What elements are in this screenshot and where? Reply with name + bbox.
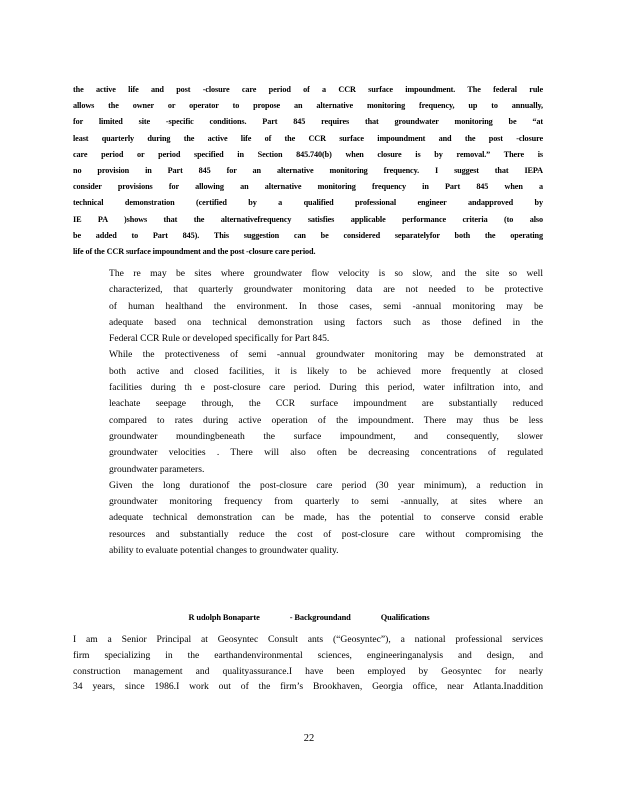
text-line: allows the owner or operator to propose an alternative monitoring frequency, up to annually, — [73, 101, 543, 111]
heading-label: Qualifications — [380, 613, 430, 622]
text-line: resources and substantially reduce the cost of post-closure care without compromising the — [109, 528, 543, 540]
text-line: firm specializing in the earthandenvironmental sciences, engineeringanalysis and design, and — [73, 649, 543, 661]
text-line: groundwater parameters. — [109, 463, 205, 475]
text-line: groundwater velocities . There will also often be decreasing concentrations of regulated — [109, 447, 543, 459]
text-line: facilities during th e post-closure care period. During this period, water infiltration into, and — [109, 382, 543, 394]
text-line: care period or period specified in Section 845.740(b) when closure is by removal.” There is — [73, 149, 543, 159]
text-line: consider provisions for allowing an alternative monitoring frequency in Part 845 when a — [73, 182, 543, 192]
text-line: compared to rates during active operation of the impoundment. There may thus be less — [109, 414, 543, 426]
text-line: technical demonstration (certified by a qualified professional engineer andapproved by — [73, 198, 543, 208]
bullet-item-post-closure-duration — [88, 478, 543, 559]
bullet-list — [88, 266, 543, 559]
text-line: groundwater monitoring frequency from quarterly to semi -annually, at sites where an — [109, 496, 543, 508]
bullet-item-protectiveness — [88, 347, 543, 477]
text-line: the active life and post -closure care period of a CCR surface impoundment. The federal rule — [73, 85, 543, 94]
text-line: characterized, that quarterly groundwater monitoring data are not needed to be protective — [109, 284, 543, 296]
text-line: construction management and qualityassurance.I have been employed by Geosyntec for nearly — [73, 665, 543, 677]
heading-separator: - Backgroundand — [289, 613, 351, 622]
text-line: of human healthand the environment. In those cases, semi -annual monitoring may be — [109, 300, 543, 312]
text-line: be added to Part 845). This suggestion can be considered separatelyfor both the operating — [73, 230, 543, 240]
text-line: leachate seepage through, the CCR surface impoundment are substantially reduced — [109, 398, 543, 410]
text-line: IE PA )shows that the alternativefrequency satisfies applicable performance criteria (to also — [73, 214, 543, 224]
text-line: adequate based ona technical demonstration using factors such as those defined in the — [109, 316, 543, 328]
text-line: I am a Senior Principal at Geosyntec Consult ants (“Geosyntec”), a national professional services — [73, 634, 543, 645]
text-line: Given the long durationof the post-closure care period (30 year minimum), a reduction in — [109, 479, 543, 491]
bullet-item-slow-groundwater — [88, 266, 543, 347]
text-line: While the protectiveness of semi -annual groundwater monitoring may be demonstrated at — [109, 349, 543, 361]
paragraph-background — [73, 632, 543, 695]
text-line: for limited site -specific conditions. Part 845 requires that groundwater monitoring be “at — [73, 117, 543, 127]
text-line: ability to evaluate potential changes to groundwater quality. — [109, 545, 339, 557]
text-line: The re may be sites where groundwater flow velocity is so slow, and the site so well — [109, 268, 543, 279]
text-line: adequate technical demonstration can be made, has the potential to conserve consid erable — [109, 512, 543, 524]
text-line: 34 years, since 1986.I work out of the firm’s Brookhaven, Georgia office, near Atlanta.Inaddition — [73, 681, 543, 693]
text-line: no provision in Part 845 for an alternative monitoring frequency. I suggest that IEPA — [73, 165, 543, 175]
heading-name: R udolph Bonaparte — [188, 613, 260, 622]
text-line: life of the CCR surface impoundment and the post -closure care period. — [73, 246, 316, 256]
section-heading — [0, 613, 618, 622]
text-line: Federal CCR Rule or developed specifically for Part 845. — [109, 333, 330, 345]
text-line: both active and closed facilities, it is likely to be achieved more frequently at closed — [109, 365, 543, 377]
text-line: groundwater moundingbeneath the surface impoundment, and consequently, slower — [109, 430, 543, 442]
page-number: 22 — [303, 733, 315, 744]
paragraph-monitoring-frequency — [73, 82, 543, 260]
text-line: least quarterly during the active life of the CCR surface impoundment and the post -closure — [73, 133, 543, 143]
